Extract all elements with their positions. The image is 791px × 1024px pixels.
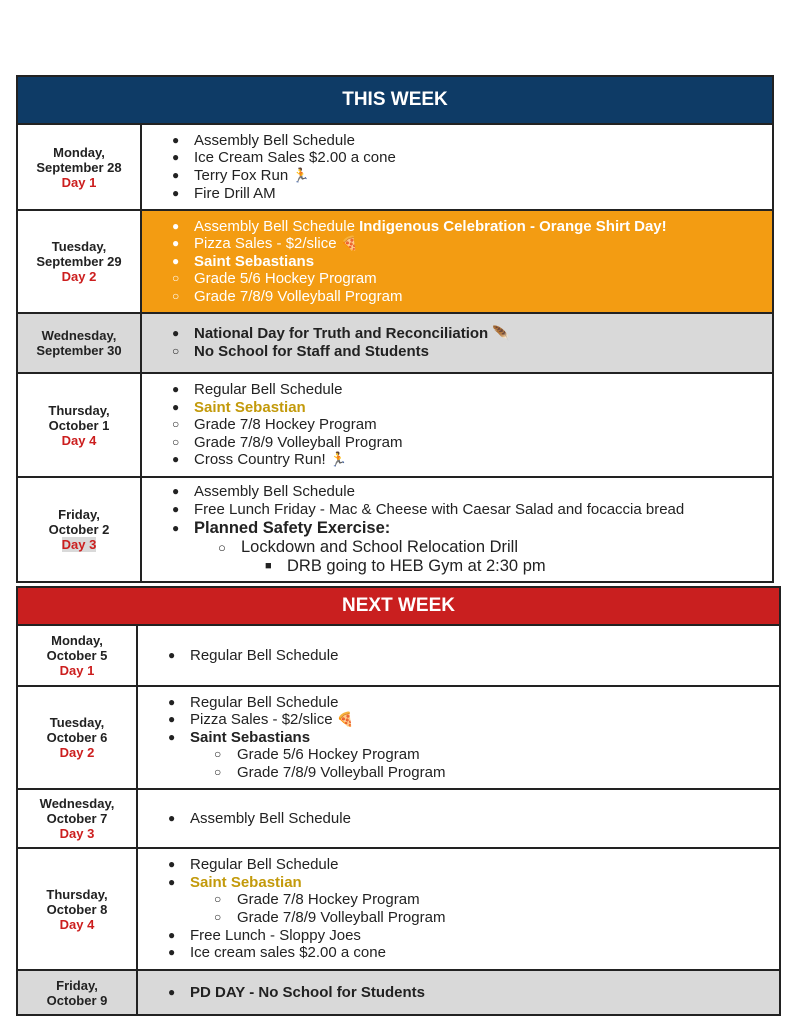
next-week-table <box>16 586 781 1016</box>
cycle-day-label: Day 1 <box>61 174 97 190</box>
runner-icon: 🏃 <box>329 451 348 468</box>
date-label: October 1 <box>48 417 110 433</box>
cycle-day-label: Day 3 <box>59 826 95 841</box>
date-cell <box>18 849 138 969</box>
table-row <box>18 476 772 581</box>
sub-list-item: ○ Grade 7/8 Hockey Program <box>214 891 420 909</box>
pizza-icon: 🍕 <box>336 711 355 728</box>
runner-icon: 🏃 <box>292 167 310 183</box>
list-item: ● Regular Bell Schedule <box>172 381 343 399</box>
list-item: ● Ice cream sales $2.00 a cone <box>168 944 386 962</box>
cycle-day-label: Day 4 <box>61 432 97 448</box>
this-week-header <box>18 77 772 123</box>
events-cell <box>138 971 779 1014</box>
list-item: ● Planned Safety Exercise: <box>172 518 391 537</box>
list-item: ● Fire Drill AM <box>172 184 276 202</box>
table-row <box>18 624 779 685</box>
day-label: Monday, <box>53 144 105 160</box>
list-item: ● PD DAY - No School for Students <box>168 983 426 1001</box>
day-label: Wednesday, <box>39 796 115 811</box>
this-week-table <box>16 75 774 583</box>
events-cell <box>138 849 779 969</box>
cycle-day-label: Day 1 <box>59 663 95 678</box>
day-label: Tuesday, <box>51 239 107 254</box>
sub-list-item: ○ Grade 7/8/9 Volleyball Program <box>214 763 446 781</box>
list-item: ● Ice Cream Sales $2.00 a cone <box>172 149 396 167</box>
date-label: October 7 <box>46 811 108 826</box>
list-item: ● Saint Sebastians <box>172 252 315 270</box>
table-row <box>18 969 779 1014</box>
list-item: ● Saint Sebastians <box>168 728 311 746</box>
date-label: October 6 <box>46 730 108 745</box>
sub-list-item: ○ Grade 7/8/9 Volleyball Program <box>172 287 403 305</box>
next-week-header <box>18 588 779 624</box>
list-item: ● Pizza Sales - $2/slice 🍕 <box>172 235 359 253</box>
cycle-day-label: Day 3 <box>61 537 97 552</box>
date-cell <box>18 125 142 209</box>
events-cell <box>138 626 779 685</box>
list-item: ● Terry Fox Run 🏃 <box>172 167 310 184</box>
list-item: ● Regular Bell Schedule <box>168 646 339 664</box>
list-item: ● Assembly Bell Schedule <box>172 131 355 149</box>
next-week-title: NEXT WEEK <box>342 595 455 616</box>
list-item: ● Saint Sebastian <box>172 398 306 416</box>
sub-list-item: ○ Grade 7/8/9 Volleyball Program <box>214 909 446 926</box>
this-week-title: THIS WEEK <box>342 89 448 110</box>
date-cell <box>18 971 138 1014</box>
date-cell <box>18 626 138 685</box>
date-cell <box>18 314 142 372</box>
date-label: October 2 <box>48 522 110 537</box>
table-row <box>18 209 772 312</box>
day-label: Thursday, <box>48 402 110 418</box>
table-row <box>18 312 772 372</box>
events-cell <box>142 478 772 581</box>
day-label: Friday, <box>56 977 98 993</box>
day-label: Wednesday, <box>41 328 117 343</box>
table-row <box>18 685 779 788</box>
list-item: ● Pizza Sales - $2/slice 🍕 <box>168 711 355 729</box>
list-item: ● Saint Sebastian <box>168 873 302 891</box>
list-item: ● Regular Bell Schedule <box>168 693 339 711</box>
list-item: ● Free Lunch Friday - Mac & Cheese with Caesar Salad and focaccia bread <box>172 501 685 518</box>
day-label: Thursday, <box>46 886 108 902</box>
events-cell <box>138 790 779 847</box>
events-cell <box>142 314 772 372</box>
sub-list-item: ○ Lockdown and School Relocation Drill <box>218 537 518 556</box>
date-cell <box>18 374 142 476</box>
list-item: ● Cross Country Run! 🏃 <box>172 451 348 469</box>
list-item: ● Free Lunch - Sloppy Joes <box>168 926 361 944</box>
date-cell <box>18 790 138 847</box>
sub-list-item: ○ Grade 7/8 Hockey Program <box>172 416 377 434</box>
list-item: ● Regular Bell Schedule <box>168 856 339 874</box>
date-cell <box>18 211 142 312</box>
cycle-day-label: Day 2 <box>59 745 95 760</box>
date-cell <box>18 478 142 581</box>
sub-list-item: ○ Grade 5/6 Hockey Program <box>214 746 420 764</box>
date-cell <box>18 687 138 788</box>
list-item: ● Assembly Bell Schedule Indigenous Celebration - Orange Shirt Day! <box>172 217 667 235</box>
date-label: September 28 <box>36 159 122 175</box>
cycle-day-label: Day 2 <box>61 269 97 284</box>
date-label: September 30 <box>36 343 122 358</box>
events-cell <box>142 125 772 209</box>
cycle-day-label: Day 4 <box>59 916 95 932</box>
table-row <box>18 788 779 847</box>
date-label: October 8 <box>46 901 108 917</box>
table-row <box>18 847 779 969</box>
day-label: Monday, <box>51 633 103 648</box>
sub-list-item: ○ No School for Staff and Students <box>172 343 429 360</box>
sub-sub-list-item: ■ DRB going to HEB Gym at 2:30 pm <box>265 556 546 575</box>
day-label: Friday, <box>58 507 100 522</box>
events-cell <box>142 211 772 312</box>
table-row <box>18 123 772 209</box>
feather-icon: 🪶 <box>492 325 510 342</box>
pizza-icon: 🍕 <box>340 235 359 252</box>
table-row <box>18 372 772 476</box>
sub-list-item: ○ Grade 7/8/9 Volleyball Program <box>172 433 403 451</box>
list-item: ● Assembly Bell Schedule <box>168 809 351 827</box>
day-label: Tuesday, <box>49 715 105 730</box>
date-label: September 29 <box>36 254 122 269</box>
events-cell <box>142 374 772 476</box>
events-cell <box>138 687 779 788</box>
sub-list-item: ○ Grade 5/6 Hockey Program <box>172 270 377 288</box>
list-item: ● National Day for Truth and Reconciliation 🪶 <box>172 325 510 343</box>
list-item: ● Assembly Bell Schedule <box>172 483 355 501</box>
date-label: October 9 <box>46 992 108 1008</box>
date-label: October 5 <box>46 648 108 663</box>
